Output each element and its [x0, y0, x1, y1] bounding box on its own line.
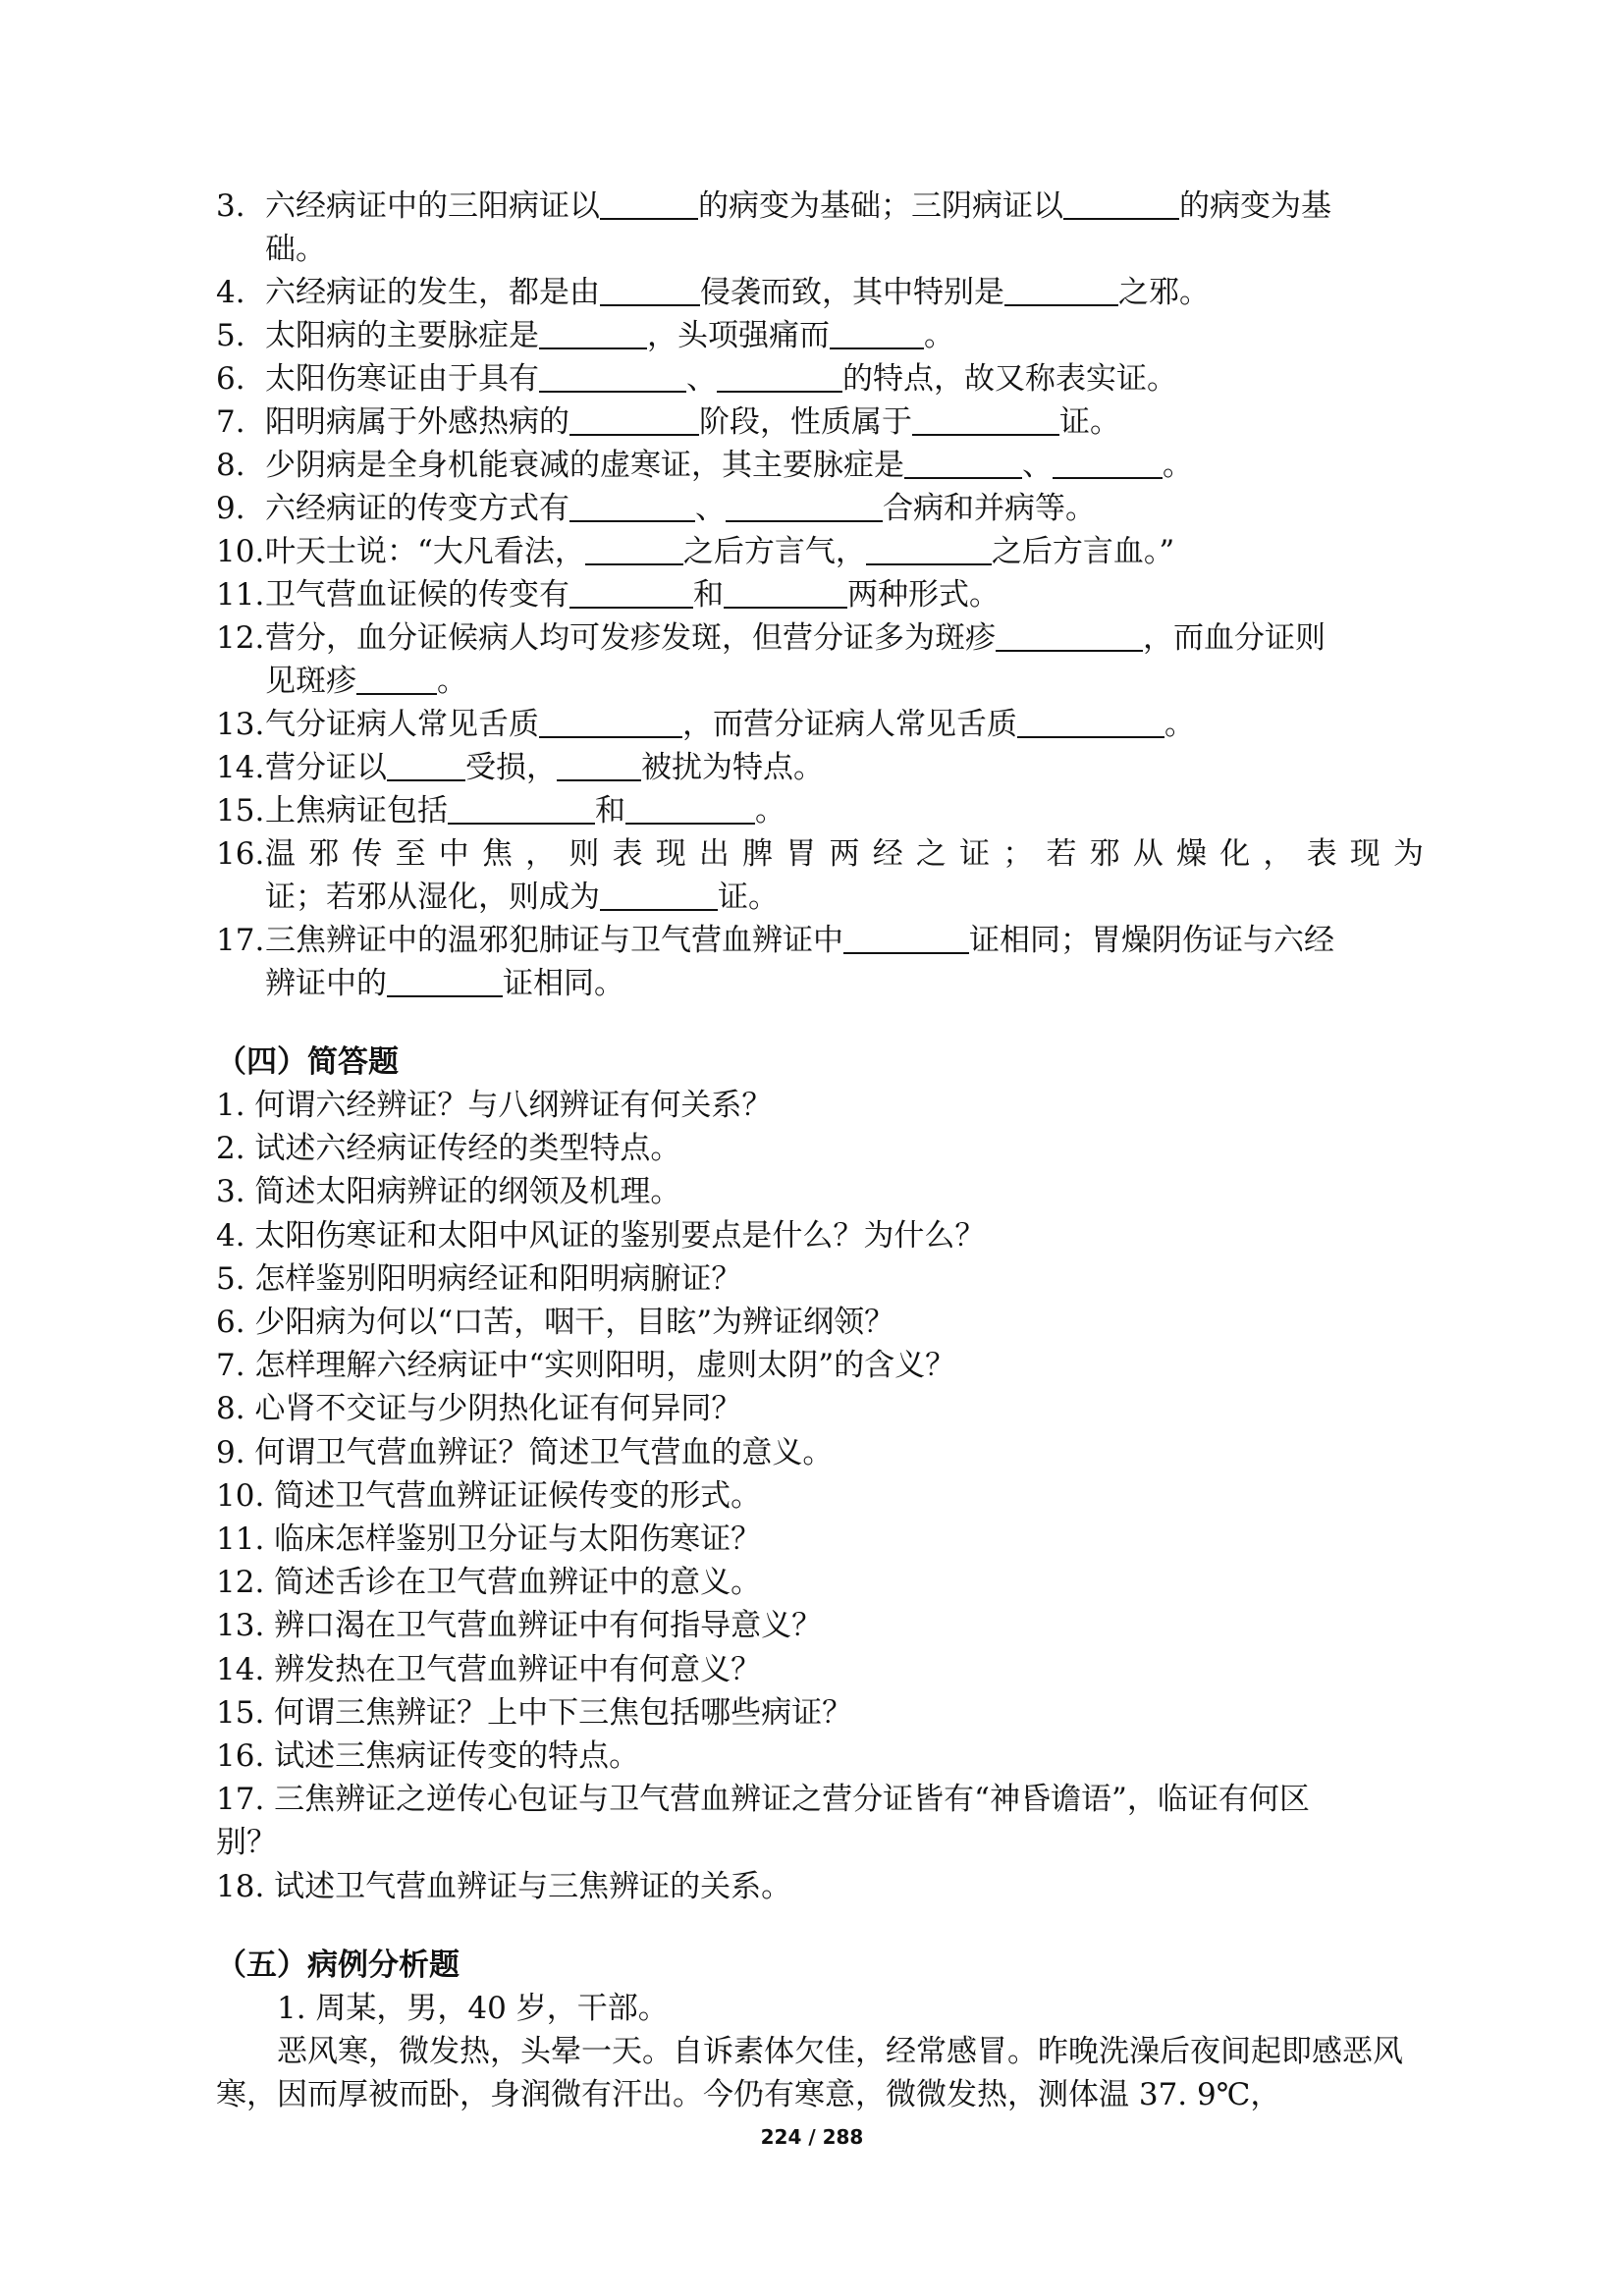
answer-blank[interactable]: [726, 491, 883, 522]
fill-item: 9. 六经病证的传变方式有 、 合病和并病等。: [216, 491, 1096, 526]
answer-blank[interactable]: [1004, 275, 1118, 306]
answer-blank[interactable]: [539, 361, 686, 393]
fill-item: 10. 叶天士说：“大凡看法， 之后方言气， 之后方言血。”: [216, 534, 1175, 569]
question-item: 8. 心肾不交证与少阴热化证有何异同？: [216, 1391, 742, 1427]
answer-blank[interactable]: [600, 275, 700, 306]
question-item: 13. 辨口渴在卫气营血辨证中有何指导意义？: [216, 1608, 823, 1644]
fill-item: 4. 六经病证的发生，都是由 侵袭而致，其中特别是 之邪。: [216, 275, 1210, 310]
fill-item: 8. 少阴病是全身机能衰减的虚寒证，其主要脉症是 、 。: [216, 448, 1193, 483]
question-item: 9. 何谓卫气营血辨证？简述卫气营血的意义。: [216, 1434, 834, 1470]
answer-blank[interactable]: [600, 880, 718, 911]
answer-blank[interactable]: [356, 664, 437, 695]
answer-blank[interactable]: [724, 577, 847, 609]
fill-item: 5. 太阳病的主要脉症是 ，头项强痛而 。: [216, 318, 954, 353]
case-analysis-section: [216, 1944, 1424, 2116]
fill-item: 13. 气分证病人常见舌质 ，而营分证病人常见舌质 。: [216, 707, 1195, 742]
answer-blank[interactable]: [912, 404, 1059, 436]
fill-item: 17. 三焦辨证中的温邪犯肺证与卫气营血辨证中 证相同；胃燥阴伤证与六经 辨证中的 证相同。: [216, 923, 1334, 1001]
answer-blank[interactable]: [1017, 707, 1164, 738]
question-item: 7. 怎样理解六经病证中“实则阳明，虚则太阴”的含义？: [216, 1348, 956, 1384]
question-item: 18. 试述卫气营血辨证与三焦辨证的关系。: [216, 1868, 792, 1904]
fill-item: 15. 上焦病证包括 和 。: [216, 793, 785, 828]
answer-blank[interactable]: [996, 620, 1143, 652]
answer-blank[interactable]: [539, 707, 682, 738]
question-list: [216, 1084, 1424, 1908]
question-item: 别？: [216, 1825, 277, 1861]
question-item: 17. 三焦辨证之逆传心包证与卫气营血辨证之营分证皆有“神昏谵语”，临证有何区: [216, 1782, 1310, 1818]
fill-item: 16. 温邪传至中焦，则表现出脾胃两经之证；若邪从燥化，表现为 证；若邪从湿化，则成为 证。: [216, 836, 1424, 915]
question-item: 2. 试述六经病证传经的类型特点。: [216, 1131, 681, 1167]
answer-blank[interactable]: [600, 188, 698, 220]
question-item: 11. 临床怎样鉴别卫分证与太阳伤寒证？: [216, 1522, 762, 1558]
section-title: （四）简答题: [216, 1044, 399, 1080]
fill-item: 14. 营分证以 受损， 被扰为特点。: [216, 750, 824, 785]
answer-blank[interactable]: [387, 966, 503, 997]
answer-blank[interactable]: [866, 534, 992, 565]
case-paragraph: 恶风寒，微发热，头晕一天。自诉素体欠佳，经常感冒。昨晚洗澡后夜间起即感恶风寒，因而厚被而卧，身润微有汗出。今仍有寒意，微微发热，测体温 37. 9℃，: [216, 2033, 1403, 2112]
fill-item: 12. 营分，血分证候病人均可发疹发斑，但营分证多为斑疹 ，而血分证则 见斑疹 。: [216, 620, 1326, 699]
case-title: 1. 周某，男，40 岁，干部。: [277, 1990, 669, 2026]
answer-blank[interactable]: [539, 318, 647, 349]
answer-blank[interactable]: [843, 923, 969, 954]
question-item: 6. 少阳病为何以“口苦，咽干，目眩”为辨证纲领？: [216, 1305, 895, 1341]
fill-item: 6. 太阳伤寒证由于具有 、 的特点，故又称表实证。: [216, 361, 1177, 397]
answer-blank[interactable]: [557, 750, 641, 781]
answer-blank[interactable]: [830, 318, 924, 349]
answer-blank[interactable]: [569, 404, 699, 436]
fill-item: 11. 卫气营血证候的传变有 和 两种形式。: [216, 577, 1000, 613]
answer-blank[interactable]: [569, 577, 693, 609]
fill-item: 3. 六经病证中的三阳病证以 的病变为基础；三阴病证以 的病变为基 础。: [216, 188, 1331, 267]
question-item: 12. 简述舌诊在卫气营血辨证中的意义。: [216, 1565, 762, 1601]
question-item: 3. 简述太阳病辨证的纲领及机理。: [216, 1174, 681, 1210]
answer-blank[interactable]: [904, 448, 1022, 479]
question-item: 10. 简述卫气营血辨证证候传变的形式。: [216, 1477, 762, 1514]
question-item: 14. 辨发热在卫气营血辨证中有何意义？: [216, 1651, 762, 1687]
question-item: 4. 太阳伤寒证和太阳中风证的鉴别要点是什么？为什么？: [216, 1217, 986, 1254]
page-number: 224 / 288: [760, 2125, 864, 2149]
short-answer-section: [216, 1041, 1424, 1908]
answer-blank[interactable]: [569, 491, 695, 522]
question-item: 16. 试述三焦病证传变的特点。: [216, 1738, 640, 1775]
answer-blank[interactable]: [448, 793, 595, 825]
question-item: 15. 何谓三焦辨证？上中下三焦包括哪些病证？: [216, 1694, 853, 1731]
answer-blank[interactable]: [625, 793, 755, 825]
answer-blank[interactable]: [1063, 188, 1179, 220]
fill-in-list: [216, 185, 1424, 1005]
section-title: （五）病例分析题: [216, 1947, 460, 1983]
answer-blank[interactable]: [585, 534, 683, 565]
question-item: 5. 怎样鉴别阳明病经证和阳明病腑证？: [216, 1260, 742, 1297]
answer-blank[interactable]: [1053, 448, 1163, 479]
question-item: 1. 何谓六经辨证？与八纲辨证有何关系？: [216, 1088, 773, 1123]
answer-blank[interactable]: [717, 361, 842, 393]
answer-blank[interactable]: [387, 750, 465, 781]
page-content: [216, 185, 1424, 2116]
fill-item: 7. 阳明病属于外感热病的 阶段，性质属于 证。: [216, 404, 1120, 440]
